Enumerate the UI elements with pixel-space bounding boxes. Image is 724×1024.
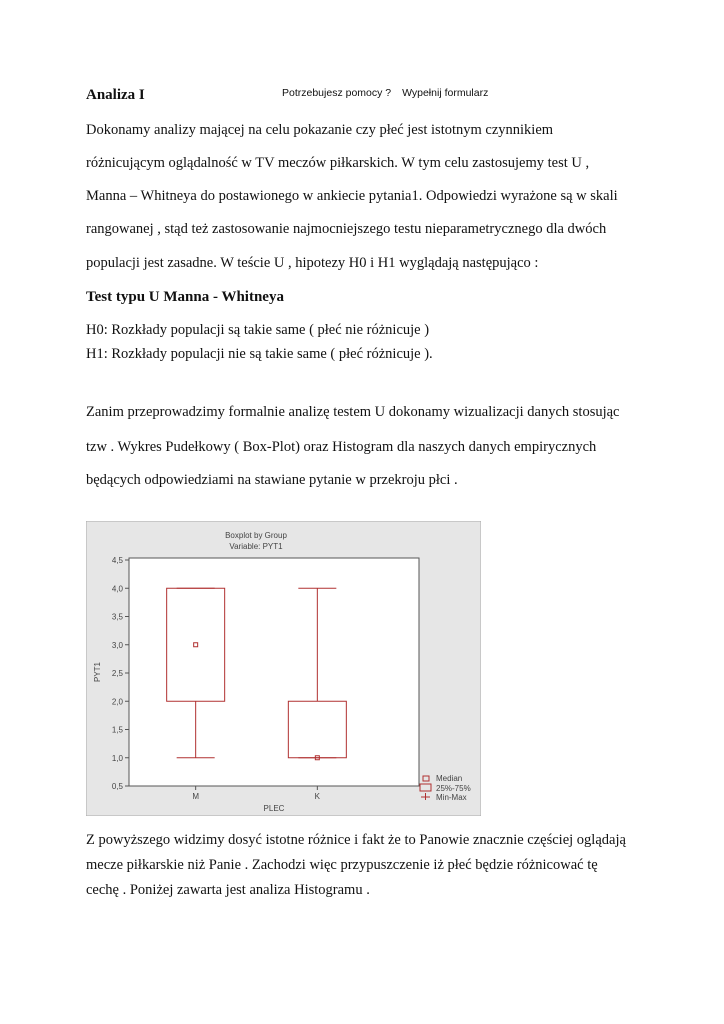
chart-subtitle: Variable: PYT1 [229, 542, 283, 551]
viz-line-3: będących odpowiedziami na stawiane pytanie w przekroju płci . [86, 472, 458, 488]
help-question: Potrzebujesz pomocy ? [282, 87, 392, 99]
hypothesis-h0: H0: Rozkłady populacji są takie same ( płeć nie różnicuje ) [86, 322, 430, 338]
y-tick-label: 1,0 [111, 753, 123, 763]
help-bar [282, 87, 488, 99]
y-tick-label: 2,5 [111, 669, 123, 678]
intro-line-4: rangowanej , stąd też zastosowanie najmocniejszego testu nieparametrycznego dla dwóch [86, 221, 607, 237]
x-tick-label: M [192, 792, 200, 801]
conclusion-line-2: mecze piłkarskie niż Panie . Zachodzi więc przypuszczenie iż płeć będzie różnicować tę [86, 857, 598, 873]
y-tick-label: 0,5 [111, 782, 123, 791]
intro-line-3: Manna – Whitneya do postawionego w ankiecie pytania1. Odpowiedzi wyrażone są w skali [86, 188, 618, 204]
x-tick-label: K [314, 792, 321, 801]
hypothesis-h1: H1: Rozkłady populacji nie są takie same ( płeć różnicuje ). [86, 346, 433, 362]
plot-area [129, 558, 419, 786]
conclusion-line-1: Z powyższego widzimy dosyć istotne różnice i fakt że to Panowie znacznie częściej oglądają [86, 832, 626, 848]
legend-median: Median [436, 774, 463, 783]
legend-quartiles: 25%-75% [436, 784, 471, 793]
help-form-link[interactable]: Wypełnij formularz [402, 87, 489, 99]
conclusion-line-3: cechę . Poniżej zawarta jest analiza Histogramu . [86, 882, 370, 898]
legend-minmax: Min-Max [436, 793, 467, 802]
y-tick-label: 4,5 [111, 556, 123, 565]
boxplot-chart [86, 521, 481, 816]
intro-line-2: różnicującym oglądalność w TV meczów piłkarskich. W tym celu zastosujemy test U , [86, 155, 590, 171]
intro-line-1: Dokonamy analizy mającej na celu pokazanie czy płeć jest istotnym czynnikiem [86, 122, 554, 138]
y-tick-label: 4,0 [111, 584, 123, 594]
x-axis-label: PLEC [263, 804, 285, 813]
test-heading: Test typu U Manna - Whitneya [86, 289, 284, 305]
chart-title: Boxplot by Group [225, 531, 287, 540]
intro-line-5: populacji jest zasadne. W teście U , hipotezy H0 i H1 wyglądają następująco : [86, 255, 539, 271]
y-tick-label: 3,0 [111, 640, 123, 650]
viz-line-1: Zanim przeprowadzimy formalnie analizę testem U dokonamy wizualizacji danych stosując [86, 404, 620, 420]
y-axis-label: PYT1 [93, 661, 102, 683]
y-tick-label: 2,0 [111, 697, 123, 707]
y-tick-label: 3,5 [111, 612, 123, 622]
y-tick-label: 1,5 [111, 725, 123, 735]
viz-line-2: tzw . Wykres Pudełkowy ( Box-Plot) oraz Histogram dla naszych danych empirycznych [86, 439, 597, 455]
section-title: Analiza I [86, 87, 145, 103]
